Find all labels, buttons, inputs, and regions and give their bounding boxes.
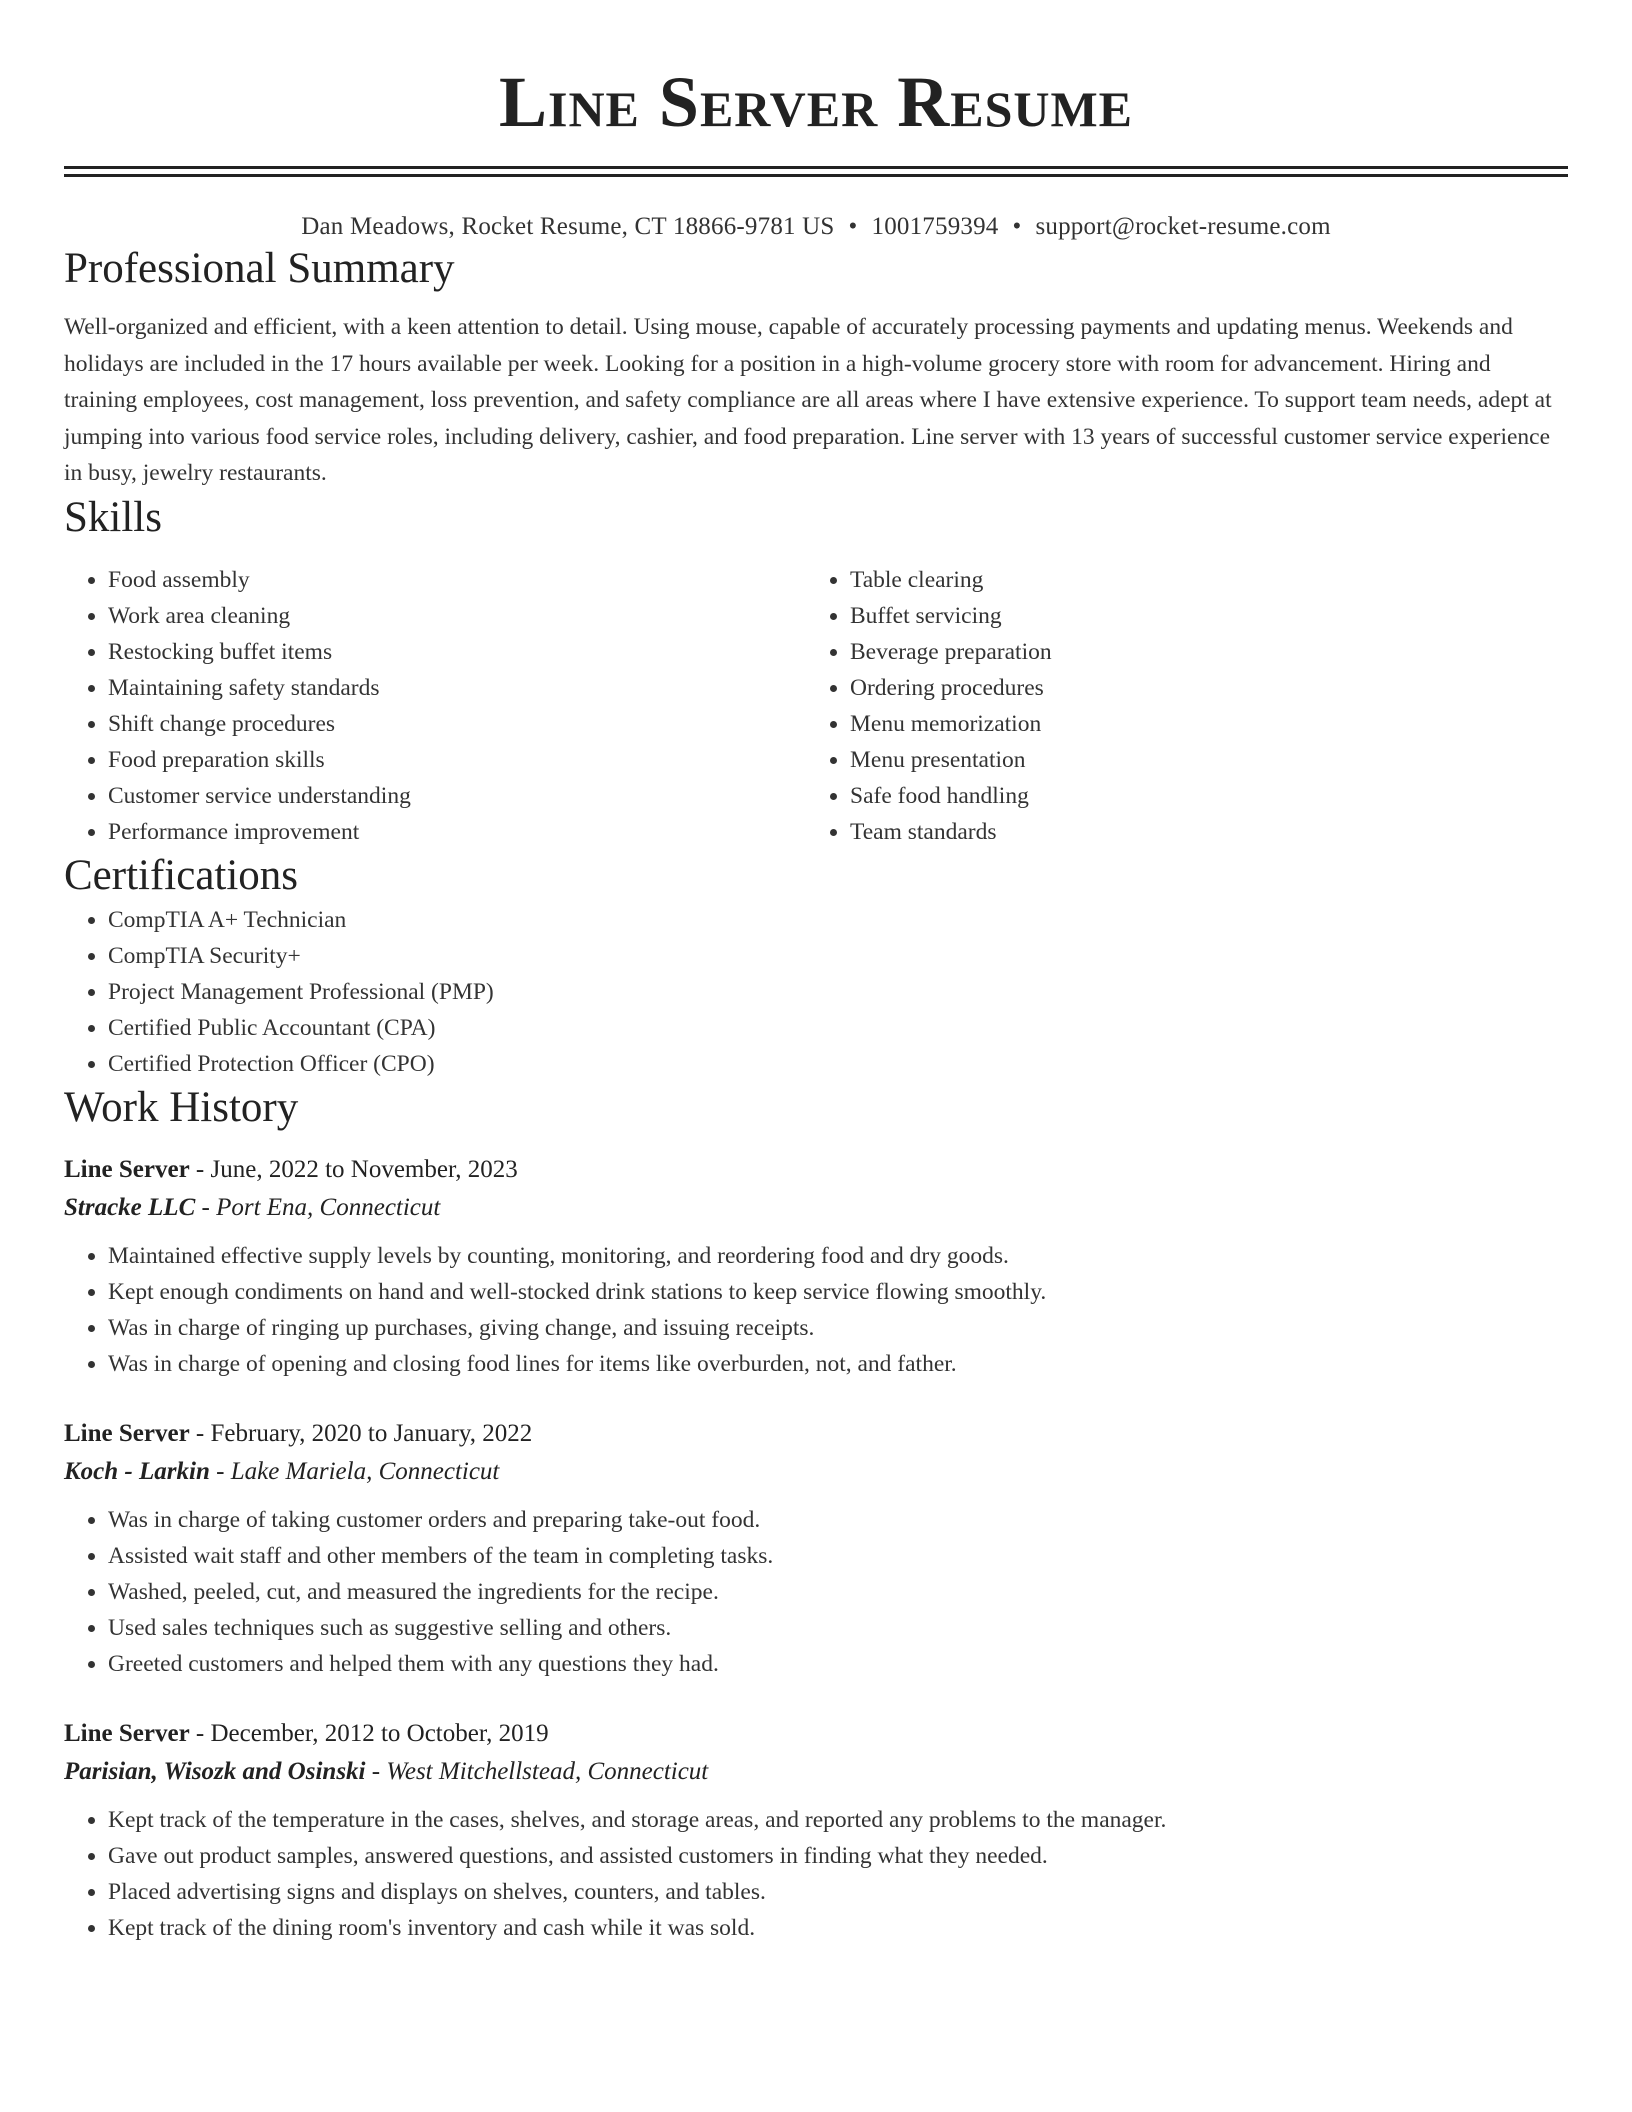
job-duty: • Assisted wait staff and other members of the team in completing tasks. — [108, 1538, 1568, 1574]
skill-item: • Buffet servicing — [850, 598, 1052, 634]
job-duty: • Maintained effective supply levels by counting, monitoring, and reordering food and dry goods. — [108, 1238, 1568, 1274]
job-duties-list — [64, 1238, 1568, 1382]
job-company-line — [64, 1752, 1568, 1792]
skill-item: • Food assembly — [108, 562, 806, 598]
job-company-line — [64, 1188, 1568, 1228]
skills-list-left — [64, 562, 806, 850]
job-duty: • Greeted customers and helped them with any questions they had. — [108, 1646, 1568, 1682]
certification-item: • CompTIA Security+ — [108, 938, 1568, 974]
job-duty: • Kept track of the dining room's inventory and cash while it was sold. — [108, 1910, 1568, 1946]
skill-item: • Work area cleaning — [108, 598, 806, 634]
job-duty: • Was in charge of ringing up purchases, giving change, and issuing receipts. — [108, 1310, 1568, 1346]
job-dates: February, 2020 to January, 2022 — [210, 1419, 533, 1447]
job-duty: • Kept enough condiments on hand and well-stocked drink stations to keep service flowing smoothly. — [108, 1274, 1568, 1310]
job-duty: • Was in charge of opening and closing food lines for items like overburden, not, and father. — [108, 1346, 1568, 1382]
job-dash: - — [209, 1457, 231, 1485]
job-role: Line Server — [64, 1419, 190, 1447]
job-duties-list — [64, 1502, 1568, 1682]
job-company: Koch - Larkin — [64, 1457, 210, 1485]
contact-line — [64, 211, 1568, 243]
skill-item: • Menu presentation — [850, 742, 1052, 778]
skill-item: • Maintaining safety standards — [108, 670, 806, 706]
job-title-line — [64, 1416, 1568, 1452]
job-entry — [64, 1716, 1568, 1946]
skill-item: • Safe food handling — [850, 778, 1052, 814]
job-duty: • Gave out product samples, answered questions, and assisted customers in finding what they needed. — [108, 1838, 1568, 1874]
certification-item: • Project Management Professional (PMP) — [108, 974, 1568, 1010]
certification-item: • Certified Protection Officer (CPO) — [108, 1046, 1568, 1082]
job-dates: June, 2022 to November, 2023 — [210, 1155, 518, 1183]
job-title-line — [64, 1716, 1568, 1752]
contact-separator: • — [848, 213, 858, 240]
job-dash: - — [189, 1719, 211, 1747]
skill-item: • Food preparation skills — [108, 742, 806, 778]
certifications-heading: Certifications — [64, 851, 299, 899]
job-duties-list — [64, 1802, 1568, 1946]
job-role: Line Server — [64, 1155, 190, 1183]
resume-title: Line Server Resume — [498, 62, 1134, 142]
job-location: Port Ena, Connecticut — [216, 1193, 441, 1221]
contact-email[interactable]: support@rocket-resume.com — [1035, 213, 1331, 240]
job-dash: - — [365, 1757, 387, 1785]
certification-item: • Certified Public Accountant (CPA) — [108, 1010, 1568, 1046]
summary-heading: Professional Summary — [64, 245, 455, 292]
summary-text: Well-organized and efficient, with a keen attention to detail. Using mouse, capable of accurately processing payments and updating menus. Weekends and holidays are included in the 17 hours available per week. Looking for a position in a high-volume grocery store with room for advancement. Hiring and training employees, cost management, loss prevention, and safety compliance are all areas where I have extensive experience. To support team needs, adept at jumping into various food service roles, including delivery, cashier, and food preparation. Line server with 13 years of successful customer service experience in busy, jewelry restaurants. — [64, 314, 1552, 486]
job-entry — [64, 1152, 1568, 1382]
job-dates: December, 2012 to October, 2019 — [210, 1719, 549, 1747]
skill-item: • Customer service understanding — [108, 778, 806, 814]
job-location: West Mitchellstead, Connecticut — [386, 1757, 709, 1785]
job-entry — [64, 1416, 1568, 1682]
contact-separator: • — [1012, 213, 1022, 240]
skill-item: • Ordering procedures — [850, 670, 1052, 706]
skill-item: • Table clearing — [850, 562, 1052, 598]
skill-item: • Team standards — [850, 814, 1052, 850]
job-dash: - — [189, 1155, 211, 1183]
skill-item: • Beverage preparation — [850, 634, 1052, 670]
job-location: Lake Mariela, Connecticut — [230, 1457, 500, 1485]
job-dash: - — [195, 1193, 217, 1221]
job-dash: - — [189, 1419, 211, 1447]
job-title-line — [64, 1152, 1568, 1188]
skill-item: • Restocking buffet items — [108, 634, 806, 670]
job-duty: • Placed advertising signs and displays on shelves, counters, and tables. — [108, 1874, 1568, 1910]
job-company-line — [64, 1452, 1568, 1492]
job-duty: • Washed, peeled, cut, and measured the ingredients for the recipe. — [108, 1574, 1568, 1610]
contact-phone: 1001759394 — [871, 213, 999, 240]
skill-item: • Performance improvement — [108, 814, 806, 850]
job-company: Parisian, Wisozk and Osinski — [64, 1757, 366, 1785]
job-company: Stracke LLC — [64, 1193, 196, 1221]
skills-list-right — [806, 562, 1052, 850]
job-duty: • Kept track of the temperature in the cases, shelves, and storage areas, and reported any problems to the manager. — [108, 1802, 1568, 1838]
certifications-list — [64, 902, 1568, 1082]
title-double-rule — [64, 166, 1568, 177]
job-duty: • Used sales techniques such as suggestive selling and others. — [108, 1610, 1568, 1646]
work-history-heading: Work History — [64, 1083, 299, 1131]
skills-heading: Skills — [64, 493, 162, 541]
job-duty: • Was in charge of taking customer orders and preparing take-out food. — [108, 1502, 1568, 1538]
contact-address: Dan Meadows, Rocket Resume, CT 18866-9781 US — [301, 213, 835, 240]
skill-item: • Shift change procedures — [108, 706, 806, 742]
job-role: Line Server — [64, 1719, 190, 1747]
certification-item: • CompTIA A+ Technician — [108, 902, 1568, 938]
skills-columns — [64, 562, 1568, 850]
skill-item: • Menu memorization — [850, 706, 1052, 742]
